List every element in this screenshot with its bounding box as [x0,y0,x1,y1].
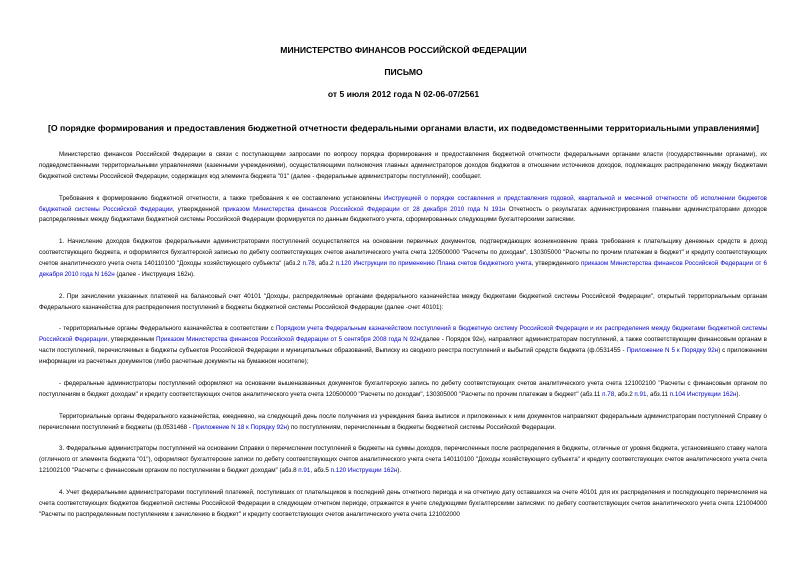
paragraph-text: Требования к формированию бюджетной отчетности, а также требования к ее составлению установлены [59,194,384,202]
paragraph [39,194,767,227]
paragraph [39,292,767,314]
appendix-18-link[interactable]: Приложение N 18 к Порядку 92н [192,423,287,431]
clause-104-link[interactable]: п.104 Инструкции 162н [669,390,737,398]
paragraph-text: - территориальные органы Федерального казначейства в соответствии с [59,325,276,333]
clause-78-link[interactable]: п.78 [602,390,615,398]
paragraph-text: (далее - Инструкция 162н). [114,270,195,278]
ministry-title: МИНИСТЕРСТВО ФИНАНСОВ РОССИЙСКОЙ ФЕДЕРАЦИИ [280,45,527,55]
appendix-5-link[interactable]: Приложение N 5 к Порядку 92н [626,347,719,355]
paragraph [39,324,767,368]
paragraph-text: , утвержденного [531,260,581,268]
paragraph-text: ) с приложением информации из расчетных документов (либо расчетные документы на бумажном носителе); [39,347,768,366]
paragraph-text: , абз.2 [314,260,336,268]
order-191n-link[interactable]: приказом Министерства финансов Российской Федерации от 28 декабря 2010 года N 191н [222,205,506,213]
paragraph-text: - федеральные администраторы поступлений оформляют на основании вышеназванных документов бухгалтерскую запись по дебету соответствующих счетов аналитического учета счета 121002100 "Расчеты с финансовым органом по поступлениям в бюджет доходам" и кредиту соответствующих счетов аналитического учета счета 120500000 "Расчеты по доходам", 130305000 "Расчеты по прочим платежам в бюджет" (абз.11 [39,379,767,398]
document-type: ПИСЬМО [384,67,423,77]
paragraph-text: 4. Учет федеральными администраторами поступлений платежей, поступивших от плательщиков в последний день отчетного периода и на отчетную дату оставшихся на счете 40101 для их распределения и последующего перечисления на счета соответствующих бюджетов бюджетной системы Российской Федерации в следующем отчетном периоде, отражается в учете следующими бухгалтерскими записями: по дебету соответствующих счетов аналитического учета счета 121004000 "Расчеты по распределенным поступлениям к зачислению в бюджет" и кредиту соответствующих счетов аналитического учета счета 121002000 [39,488,767,518]
clause-120-link[interactable]: п.120 Инструкции по применению Плана счетов бюджетного учета [335,260,532,268]
paragraph [39,444,767,477]
paragraph-text: (далее - Порядок 92н), направляют администраторам поступлений, а также соответствующим финансовым органам в части поступлений, перечисляемых в бюджеты субъектов Российской Федерации и муниципальных образований, Выписку из сводного реестра поступлений и выбытий средств бюджета (ф.0531455 - [39,336,767,355]
paragraph [39,379,767,401]
clause-78-link[interactable]: п.78 [302,260,315,268]
paragraph-text: 3. Федеральные администраторы поступлений на основании Справки о перечислении поступлений в бюджеты на суммы доходов, перечисленных после распределения в бюджеты, отличные от уровня бюджета, установившего ставку налога (отличного от элемента бюджета "01"), оформляют бухгалтерские записи по дебету соответствующих счетов аналитического учета счета 140110100 "Доходы хозяйствующего субъекта" и кредиту соответствующих счетов аналитического учета счета 121002100 "Расчеты с финансовым органом по поступлениям в бюджет доходам" (абз.8 [39,445,767,475]
paragraph-text: 1. Начисление доходов бюджетов федеральными администраторами поступлений осуществляется на основании первичных документов, подтверждающих возникновение права требования к плательщику денежных средств в доход соответствующего бюджета, и оформляется бухгалтерской записью по дебету соответствующих счетов аналитического учета счета 120500000 "Расчеты по доходам", 130305000 "Расчеты по прочим платежам в бюджет" и кредиту соответствующих счетов аналитического учета счета 140110100 "Доходы хозяйствующего субъекта" (абз.2 [39,238,767,268]
clause-91-link[interactable]: п.91 [298,467,311,475]
paragraph-text: Территориальные органы Федерального казначейства, ежедневно, на следующий день после получения из учреждения банка выписок и приложенных к ним документов направляют федеральным администраторам поступлений Справку о перечислении поступлений в бюджеты (ф.0531468 - [39,412,767,431]
paragraph-text: , абз.5 [310,467,331,475]
paragraph-text: Министерство финансов Российской Федерации в связи с поступающими запросами по вопросу порядка формирования и предоставления бюджетной отчетности федеральными органами власти (государственными органами), их подведомственными территориальными управлениями (казенными учреждениями), осуществляющими полномочия главных администраторов доходов бюджетов в отношении источников доходов, подлежащих распределению между бюджетами бюджетной системы Российской Федерации, содержащих код элемента бюджета "01" (далее - федеральные администраторы поступлений), сообщает. [39,151,767,180]
clause-120-link[interactable]: п.120 Инструкции 162н [330,467,398,475]
paragraph-text: , абз.11 [646,390,670,398]
paragraph [39,488,767,521]
paragraph-text: ) по поступлениям, перечисленным в бюджеты бюджетной системы Российской Федерации. [287,423,556,431]
order-162n-link[interactable]: приказом Министерства финансов Российской Федерации от 6 декабря 2010 года N 162н [39,260,767,278]
paragraph-text: Отчетность о результатах администрирования главными администраторами доходов распределяемых между бюджетами бюджетной системы Российской Федерации формируется по данным бюджетного учета, сформированных следующими бухгалтерскими записями. [39,205,767,224]
paragraph [39,412,767,434]
paragraph [39,150,767,183]
document-body [39,150,767,532]
order-92n-link[interactable]: Приказом Министерства финансов Российской Федерации от 5 сентября 2008 года N 92н [156,336,420,344]
instruction-191n-link[interactable]: Инструкцией о порядке составления и представления годовой, квартальной и месячной отчетности об исполнении бюджетов бюджетной системы Российской Федерации [39,194,767,213]
paragraph-text: 2. При зачислении указанных платежей на балансовый счет 40101 "Доходы, распределяемые органами федерального казначейства между бюджетами бюджетной системы Российской Федерации", открытый территориальным органам Федерального казначейства для распределения поступлений в бюджеты бюджетной системы Российской Федерации (далее -счет 40101): [39,292,767,311]
paragraph-text: , утвержденным [107,336,157,344]
paragraph-text: , утвержденной [172,205,223,213]
paragraph-text: ). [397,467,402,475]
document-date-number: от 5 июля 2012 года N 02-06-07/2561 [327,89,480,99]
document-subject: [О порядке формирования и предоставления бюджетной отчетности федеральными органами власти, их подведомственными территориальными управлениями] [47,123,760,133]
paragraph-text: , абз.2 [614,390,635,398]
order-92n-procedure-link[interactable]: Порядком учета Федеральным казначейством поступлений в бюджетную систему Российской Федерации и их распределения между бюджетами бюджетной системы Российской Федерации [39,325,767,344]
paragraph-text: ). [736,390,741,398]
clause-91-link[interactable]: п.91 [634,390,647,398]
paragraph [39,237,767,281]
